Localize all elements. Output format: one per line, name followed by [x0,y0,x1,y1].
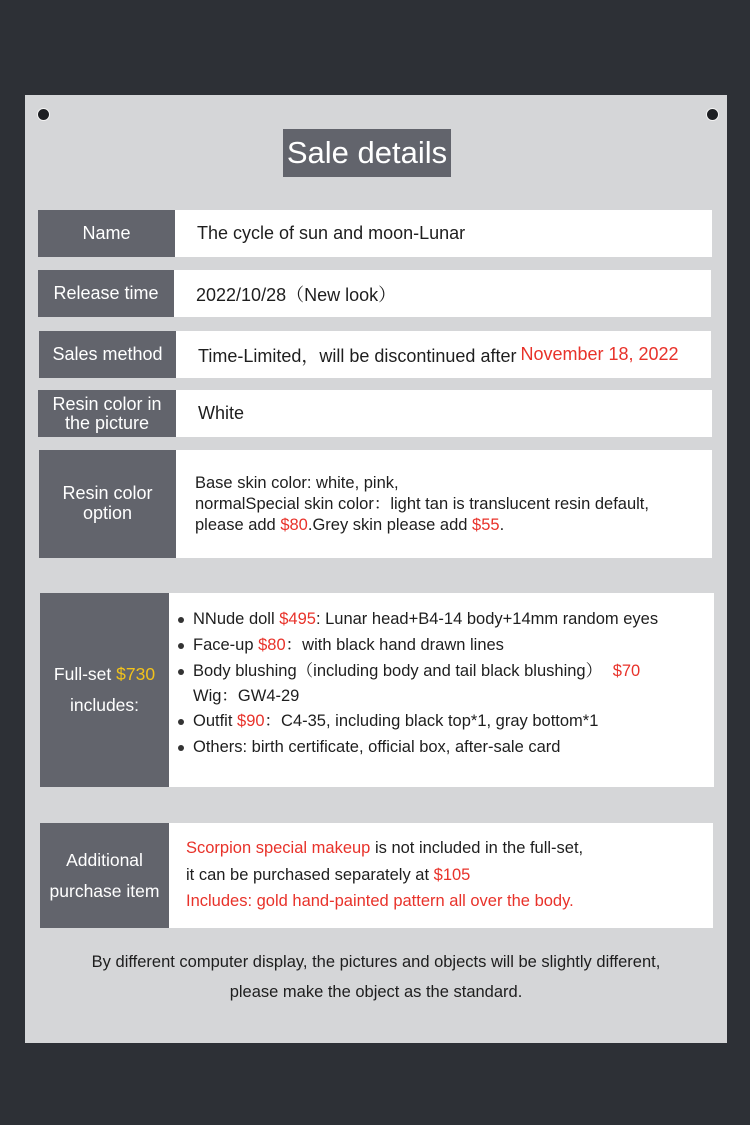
resin-option-line3 [195,515,504,536]
row-fullset [40,593,714,787]
additional-line3: Includes: gold hand-painted pattern all over the body. [186,892,574,910]
others-text: Others: birth certificate, official box, after-sale card [193,738,561,756]
blush-price: $70 [612,662,641,680]
faceup-price: $80 [258,636,286,654]
pin-left-icon [37,108,50,121]
additional-line2 [186,862,470,889]
list-item [175,708,658,734]
row-sales-label: Sales method [39,331,176,378]
row-release [38,270,711,317]
fullset-items-list [175,606,658,760]
row-additional [40,823,713,928]
row-resin-option-label [39,450,176,558]
fullset-label-a: Full-set [53,664,117,684]
sales-end-date: November 18, 2022 [520,344,679,364]
list-item-wig [175,684,658,708]
row-sales-value [176,331,711,378]
price-grey: $55 [472,515,500,534]
scorpion-makeup: Scorpion special makeup [186,839,371,857]
additional-label-line2: purchase item [49,880,160,901]
resin-option-label-line1: Resin color [62,483,153,504]
resin-option-line3-c: . [499,515,505,534]
sales-text: Time-Limited，will be discontinued after [198,345,517,366]
fullset-label-line1 [54,659,155,690]
row-sales [39,331,711,378]
list-item [175,632,658,658]
row-name-label: Name [38,210,175,257]
row-fullset-label [40,593,169,787]
row-name [38,210,712,257]
sale-details-panel [25,95,727,1043]
additional-line1 [186,835,583,862]
faceup-desc: ：with black hand drawn lines [285,636,504,654]
resin-option-line3-b: .Grey skin please add [307,515,473,534]
resin-picture-label-line2: the picture [64,412,150,433]
resin-option-line3-a: please add [195,515,281,534]
wig-text: Wig：GW4-29 [193,687,300,705]
fullset-label-line2: includes: [69,695,140,715]
row-resin-picture-value: White [176,390,712,437]
row-resin-option-value [176,450,712,558]
outfit-desc: ：C4-35, including black top*1, gray bottom*1 [264,712,599,730]
resin-option-label-line2: option [82,503,133,523]
resin-picture-label-line1: Resin color in [52,393,162,414]
price-tan: $80 [280,515,308,534]
doll-price: $495 [279,610,316,628]
resin-option-line2: normalSpecial skin color：light tan is translucent resin default, [195,494,649,513]
row-release-value: 2022/10/28（New look） [174,270,711,317]
row-resin-picture-label [38,390,176,437]
blush-text: Body blushing（including body and tail black blushing） [193,662,607,680]
resin-option-line1: Base skin color: white, pink, [195,473,399,492]
note-line2: please make the object as the standard. [229,983,523,1001]
list-item [175,734,658,760]
list-item [175,606,658,632]
additional-label-line1: Additional [66,849,143,870]
row-fullset-value [169,593,714,787]
additional-line1-b: is not included in the full-set, [370,839,584,857]
row-additional-value [169,823,713,928]
disclaimer-note [25,947,727,1007]
list-item [175,658,658,684]
fullset-price: $730 [116,664,156,684]
row-name-value: The cycle of sun and moon-Lunar [175,210,712,257]
row-resin-picture [38,390,712,437]
row-release-label: Release time [38,270,174,317]
note-line1: By different computer display, the pictures and objects will be slightly different, [91,953,661,971]
faceup-text: Face-up [193,636,259,654]
additional-line2-a: it can be purchased separately at [186,865,434,884]
additional-price: $105 [433,865,471,884]
outfit-price: $90 [237,712,265,730]
page-title: Sale details [283,129,451,177]
pin-right-icon [706,108,719,121]
doll-text: NNude doll [193,610,280,628]
outfit-text: Outfit [193,712,238,730]
row-resin-option [39,450,712,558]
doll-desc: : Lunar head+B4-14 body+14mm random eyes [315,610,659,628]
row-additional-label [40,823,169,928]
